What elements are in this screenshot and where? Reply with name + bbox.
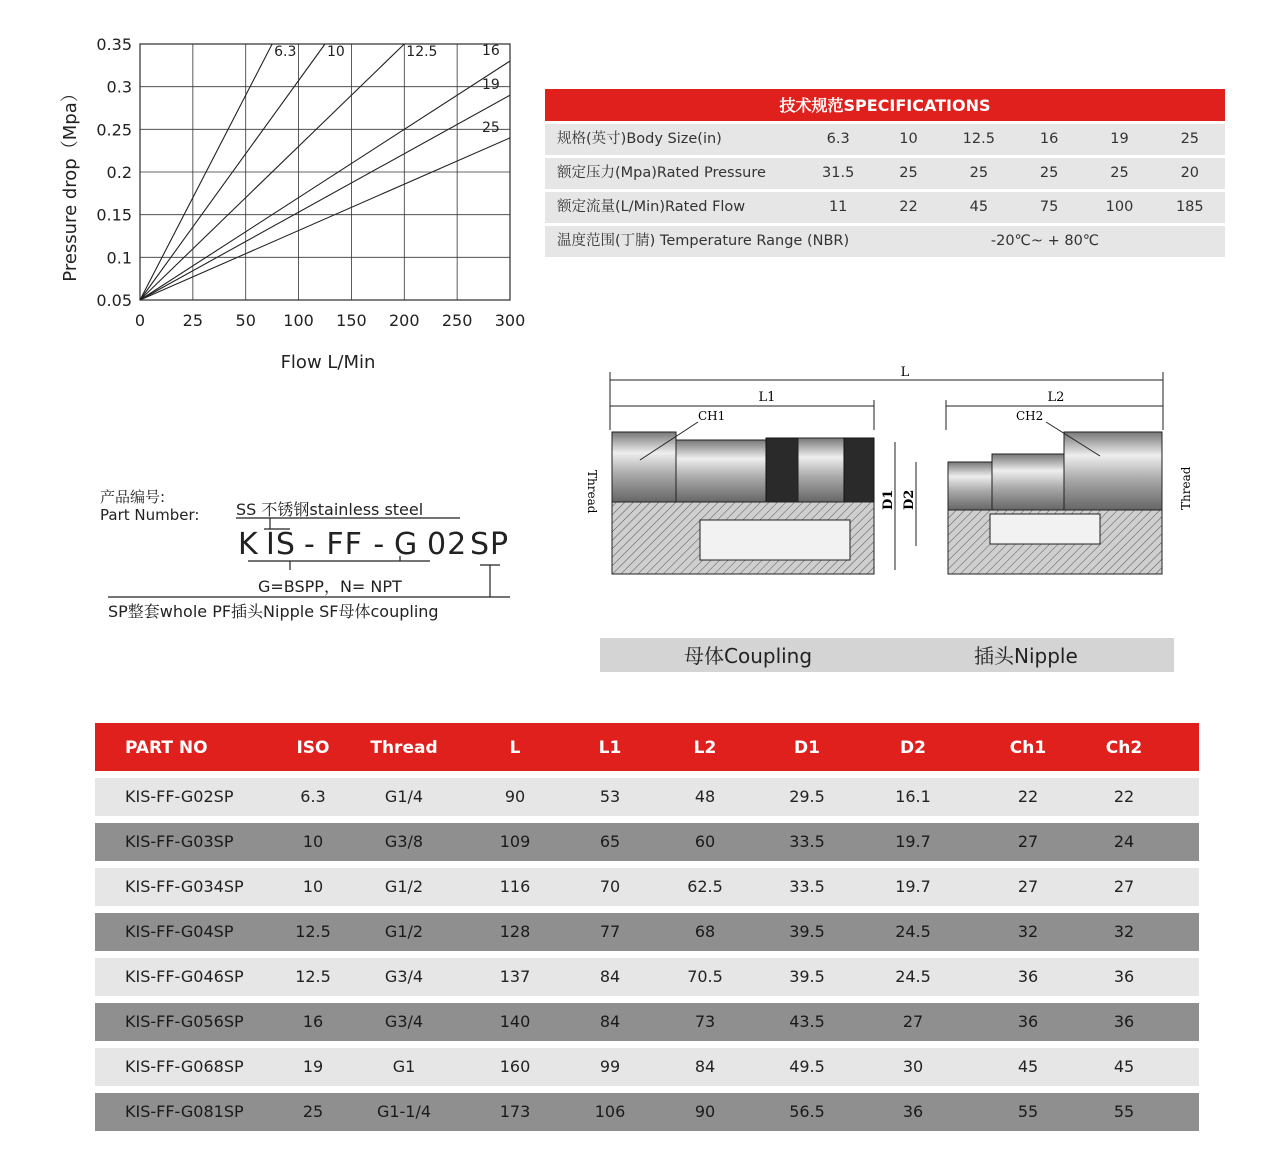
cell-thread: G1/2 xyxy=(384,922,424,941)
dim-l2-label: L2 xyxy=(1047,390,1065,405)
dim-l-label: L xyxy=(900,365,910,380)
spec-value: 19 xyxy=(1110,131,1129,147)
spec-value: 31.5 xyxy=(822,165,855,181)
cell-iso: 12.5 xyxy=(295,967,331,986)
part-number-label-cn: 产品编号: xyxy=(100,488,166,506)
chart-x-tick-label: 100 xyxy=(283,311,314,330)
cell-ch1: 36 xyxy=(1017,967,1039,986)
code-ff: - FF - xyxy=(304,527,386,562)
chart-y-tick-label: 0.15 xyxy=(96,205,132,225)
cell-l1: 99 xyxy=(599,1057,621,1076)
cell-l: 128 xyxy=(499,922,531,941)
specifications-table xyxy=(545,89,1225,257)
pressure-drop-chart xyxy=(40,25,540,375)
cell-ch2: 55 xyxy=(1113,1102,1135,1121)
chart-x-axis-label: Flow L/Min xyxy=(280,352,376,373)
chart-series-label: 16 xyxy=(482,43,500,60)
cell-d2: 27 xyxy=(902,1012,924,1031)
table-row xyxy=(95,1003,1199,1041)
thread-label-left: Thread xyxy=(585,470,599,514)
cell-l2: 68 xyxy=(694,922,716,941)
chart-x-tick-label: 200 xyxy=(389,311,420,330)
cell-ch2: 36 xyxy=(1113,967,1135,986)
cell-d1: 33.5 xyxy=(789,877,825,896)
header-thread: Thread xyxy=(370,738,438,758)
header-ch1: Ch1 xyxy=(1009,738,1047,758)
chart-x-tick-label: 150 xyxy=(336,311,367,330)
chart-x-ticks xyxy=(135,311,525,330)
cell-l: 140 xyxy=(499,1012,531,1031)
cell-thread: G1 xyxy=(392,1057,416,1076)
cell-l2: 84 xyxy=(694,1057,716,1076)
cell-thread: G1/2 xyxy=(384,877,424,896)
thread-label-right: Thread xyxy=(1179,466,1193,510)
cell-part-no: KIS-FF-G056SP xyxy=(125,1012,244,1031)
material-note: SS 不锈钢stainless steel xyxy=(236,500,424,519)
cell-l2: 48 xyxy=(694,787,716,806)
cell-iso: 25 xyxy=(302,1102,324,1121)
spec-label: 额定压力(Mpa)Rated Pressure xyxy=(557,165,766,181)
spec-value: 10 xyxy=(899,131,918,147)
ch1-label: CH1 xyxy=(698,409,726,423)
cell-iso: 12.5 xyxy=(295,922,331,941)
chart-x-tick-label: 25 xyxy=(182,311,204,330)
cell-ch1: 36 xyxy=(1017,1012,1039,1031)
header-l: L xyxy=(509,738,521,758)
cell-l: 116 xyxy=(499,877,531,896)
table-row xyxy=(95,823,1199,861)
part-number-connectors xyxy=(100,510,520,602)
cell-ch2: 32 xyxy=(1113,922,1135,941)
table-row xyxy=(95,778,1199,816)
cell-l1: 106 xyxy=(594,1102,626,1121)
cell-l: 109 xyxy=(499,832,531,851)
spec-label: 规格(英寸)Body Size(in) xyxy=(557,131,722,147)
cell-l2: 60 xyxy=(694,832,716,851)
cell-ch1: 55 xyxy=(1017,1102,1039,1121)
chart-x-tick-label: 250 xyxy=(441,311,473,330)
cell-ch2: 22 xyxy=(1113,787,1135,806)
drawing-caption-bar xyxy=(600,638,1174,672)
table-body xyxy=(95,778,1199,1131)
table-row xyxy=(95,1048,1199,1086)
cell-ch2: 24 xyxy=(1113,832,1135,851)
chart-series-label: 19 xyxy=(482,77,500,94)
header-d2: D2 xyxy=(900,738,926,758)
spec-value: 100 xyxy=(1105,199,1134,215)
part-number-label-en: Part Number: xyxy=(100,506,200,524)
header-l2: L2 xyxy=(693,738,717,758)
cell-l: 137 xyxy=(499,967,531,986)
cell-iso: 19 xyxy=(302,1057,324,1076)
spec-value: 185 xyxy=(1175,199,1204,215)
cell-l2: 90 xyxy=(694,1102,716,1121)
cell-d2: 24.5 xyxy=(895,967,931,986)
chart-grid xyxy=(140,44,510,300)
spec-value: 75 xyxy=(1039,199,1059,215)
spec-row-rated-pressure xyxy=(545,158,1225,189)
cell-part-no: KIS-FF-G081SP xyxy=(125,1102,244,1121)
cell-d1: 39.5 xyxy=(789,922,825,941)
d2-label: D2 xyxy=(902,489,917,510)
cell-thread: G1-1/4 xyxy=(376,1102,432,1121)
chart-y-tick-label: 0.3 xyxy=(106,77,132,97)
chart-series-label: 12.5 xyxy=(406,44,438,60)
header-ch2: Ch2 xyxy=(1105,738,1143,758)
table-row xyxy=(95,868,1199,906)
cell-d2: 16.1 xyxy=(895,787,931,806)
code-is: IS xyxy=(266,527,296,562)
cell-ch1: 27 xyxy=(1017,832,1039,851)
cell-d2: 19.7 xyxy=(895,832,931,851)
spec-value: 25 xyxy=(1110,165,1129,181)
chart-y-ticks xyxy=(96,35,132,310)
spec-label: 温度范围(丁腈) Temperature Range (NBR) xyxy=(557,233,850,249)
specifications-title: 技术规范SPECIFICATIONS xyxy=(545,89,1225,121)
spec-value: 6.3 xyxy=(826,131,850,147)
cell-ch2: 36 xyxy=(1113,1012,1135,1031)
spec-value: 20 xyxy=(1180,165,1200,181)
spec-row-body-size xyxy=(545,124,1225,155)
cell-thread: G3/4 xyxy=(384,1012,424,1031)
caption-coupling: 母体Coupling xyxy=(684,644,813,668)
code-size: 02 xyxy=(427,527,468,562)
chart-y-tick-label: 0.25 xyxy=(96,120,132,140)
spec-value: 25 xyxy=(1039,165,1059,181)
code-g: G xyxy=(394,527,419,562)
spec-value: 22 xyxy=(899,199,918,215)
cell-ch1: 32 xyxy=(1017,922,1039,941)
header-d1: D1 xyxy=(794,738,820,758)
cell-l1: 84 xyxy=(599,1012,621,1031)
coupling-drawing xyxy=(580,360,1193,585)
cell-d1: 43.5 xyxy=(789,1012,825,1031)
cell-thread: G3/4 xyxy=(384,967,424,986)
chart-y-tick-label: 0.05 xyxy=(96,291,132,310)
chart-x-tick-label: 0 xyxy=(134,311,146,330)
cell-d1: 39.5 xyxy=(789,967,825,986)
caption-nipple: 插头Nipple xyxy=(974,644,1078,668)
table-row xyxy=(95,1093,1199,1131)
spec-row-temperature xyxy=(545,226,1225,257)
spec-value: 25 xyxy=(1180,131,1200,147)
code-sp: SP xyxy=(470,527,510,562)
cell-iso: 6.3 xyxy=(300,787,326,806)
chart-series-label: 10 xyxy=(327,44,345,60)
cell-l: 173 xyxy=(499,1102,531,1121)
chart-series-line xyxy=(140,95,510,300)
cell-ch1: 45 xyxy=(1017,1057,1039,1076)
cell-d2: 24.5 xyxy=(895,922,931,941)
cell-d1: 29.5 xyxy=(789,787,825,806)
cell-l2: 73 xyxy=(694,1012,716,1031)
table-header xyxy=(95,723,1199,771)
spec-value: 45 xyxy=(969,199,989,215)
cell-l: 90 xyxy=(504,787,526,806)
cell-l1: 70 xyxy=(599,877,621,896)
spec-label: 额定流量(L/Min)Rated Flow xyxy=(557,199,746,215)
cell-part-no: KIS-FF-G02SP xyxy=(125,787,234,806)
header-l1: L1 xyxy=(598,738,622,758)
code-k: K xyxy=(238,527,259,562)
cell-d2: 19.7 xyxy=(895,877,931,896)
chart-y-tick-label: 0.1 xyxy=(106,248,132,268)
d1-label: D1 xyxy=(881,489,896,510)
cell-l: 160 xyxy=(499,1057,531,1076)
cell-part-no: KIS-FF-G046SP xyxy=(125,967,244,986)
spec-row-rated-flow xyxy=(545,192,1225,223)
chart-x-tick-label: 300 xyxy=(494,311,526,330)
cell-ch1: 27 xyxy=(1017,877,1039,896)
chart-x-tick-label: 50 xyxy=(235,311,256,330)
part-dimensions-table xyxy=(95,723,1199,1131)
table-row xyxy=(95,913,1199,951)
cell-thread: G1/4 xyxy=(384,787,424,806)
cell-l1: 65 xyxy=(599,832,621,851)
spec-value: -20℃~ + 80℃ xyxy=(990,233,1100,249)
cell-ch2: 45 xyxy=(1113,1057,1135,1076)
cell-l2: 62.5 xyxy=(687,877,723,896)
cell-d1: 49.5 xyxy=(789,1057,825,1076)
cell-thread: G3/8 xyxy=(384,832,424,851)
spec-value: 12.5 xyxy=(962,131,995,147)
cell-ch2: 27 xyxy=(1113,877,1135,896)
thread-note: G=BSPP，N= NPT xyxy=(258,577,402,596)
chart-y-axis-label: Pressure drop（Mpa） xyxy=(60,84,81,282)
header-iso: ISO xyxy=(296,738,330,758)
spec-value: 25 xyxy=(899,165,918,181)
chart-series-line xyxy=(140,61,510,300)
cell-part-no: KIS-FF-G03SP xyxy=(125,832,234,851)
cell-l2: 70.5 xyxy=(687,967,723,986)
cell-ch1: 22 xyxy=(1017,787,1039,806)
table-row xyxy=(95,958,1199,996)
cell-d2: 36 xyxy=(902,1102,924,1121)
cell-iso: 10 xyxy=(302,877,324,896)
chart-y-tick-label: 0.2 xyxy=(106,163,132,182)
cell-part-no: KIS-FF-G068SP xyxy=(125,1057,244,1076)
spec-value: 16 xyxy=(1039,131,1059,147)
spec-value: 25 xyxy=(969,165,989,181)
chart-series-line xyxy=(140,138,510,300)
type-note: SP整套whole PF插头Nipple SF母体coupling xyxy=(108,602,439,621)
chart-series-label: 6.3 xyxy=(274,44,297,60)
spec-value: 11 xyxy=(828,199,848,215)
cell-d1: 33.5 xyxy=(789,832,825,851)
cell-l1: 53 xyxy=(599,787,621,806)
cell-l1: 84 xyxy=(599,967,621,986)
ch2-label: CH2 xyxy=(1016,409,1044,423)
cell-part-no: KIS-FF-G04SP xyxy=(125,922,234,941)
chart-y-tick-label: 0.35 xyxy=(96,35,132,54)
cell-d2: 30 xyxy=(902,1057,924,1076)
cell-part-no: KIS-FF-G034SP xyxy=(125,877,244,896)
cell-iso: 16 xyxy=(302,1012,324,1031)
cell-iso: 10 xyxy=(302,832,324,851)
chart-series-label: 25 xyxy=(482,119,500,136)
cell-d1: 56.5 xyxy=(789,1102,825,1121)
cell-l1: 77 xyxy=(599,922,621,941)
dim-l1-label: L1 xyxy=(758,390,776,405)
header-part-no: PART NO xyxy=(125,738,208,758)
